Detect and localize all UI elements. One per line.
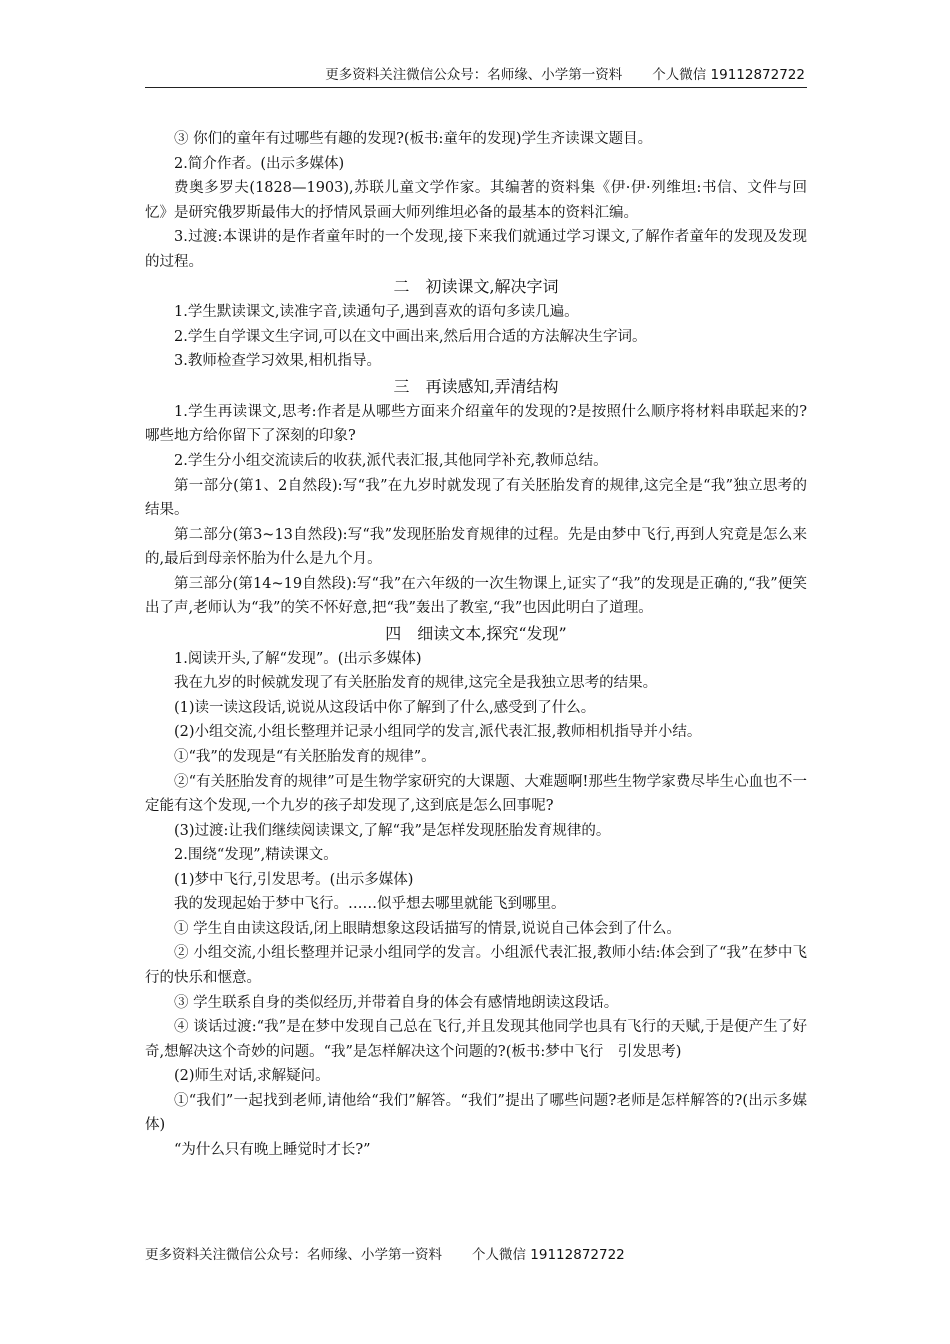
paragraph: ②“有关胚胎发育的规律”可是生物学家研究的大课题、大难题啊!那些生物学家费尽毕生心血也不一定能有这个发现,一个九岁的孩子却发现了,这到底是怎么回事呢? (145, 773, 807, 815)
header-wechat: 个人微信 19112872722 (652, 67, 805, 83)
paragraph: 1.学生再读课文,思考:作者是从哪些方面来介绍童年的发现的?是按照什么顺序将材料串联起来的?哪些地方给你留下了深刻的印象? (145, 403, 807, 445)
paragraph: (3)过渡:让我们继续阅读课文,了解“我”是怎样发现胚胎发育规律的。 (174, 822, 611, 839)
section-heading: 四 细读文本,探究“发现” (385, 623, 567, 643)
paragraph: 我在九岁的时候就发现了有关胚胎发育的规律,这完全是我独立思考的结果。 (174, 675, 658, 692)
paragraph: ① 学生自由读这段话,闭上眼睛想象这段话描写的情景,说说自己体会到了什么。 (174, 920, 681, 937)
paragraph: 第一部分(第1、2自然段):写“我”在九岁时就发现了有关胚胎发育的规律,这完全是“我”独立思考的结果。 (145, 477, 807, 519)
paragraph: 2.简介作者。(出示多媒体) (174, 155, 345, 172)
paragraph: 第二部分(第3~13自然段):写“我”发现胚胎发育规律的过程。先是由梦中飞行,再到人究竟是怎么来的,最后到母亲怀胎为什么是九个月。 (145, 526, 807, 568)
paragraph: ③ 学生联系自身的类似经历,并带着自身的体会有感情地朗读这段话。 (174, 994, 619, 1011)
paragraph: 2.学生自学课文生字词,可以在文中画出来,然后用合适的方法解决生字词。 (174, 328, 647, 345)
paragraph: 我的发现起始于梦中飞行。……似乎想去哪里就能飞到哪里。 (174, 896, 566, 913)
footer-public-account: 更多资料关注微信公众号：名师缘、小学第一资料 (145, 1247, 442, 1263)
header-rule (145, 87, 807, 88)
paragraph: ①“我”的发现是“有关胚胎发育的规律”。 (174, 749, 436, 766)
section-heading: 二 初读课文,解决字词 (393, 277, 559, 297)
body-text (145, 127, 807, 1162)
paragraph: ④ 谈话过渡:“我”是在梦中发现自己总在飞行,并且发现其他同学也具有飞行的天赋,于是便产生了好奇,想解决这个奇妙的问题。“我”是怎样解决这个问题的?(板书:梦中飞行 引发思考) (145, 1019, 807, 1060)
paragraph: 2.学生分小组交流读后的收获,派代表汇报,其他同学补充,教师总结。 (174, 453, 608, 470)
paragraph: ③ 你们的童年有过哪些有趣的发现?(板书:童年的发现)学生齐读课文题目。 (174, 131, 653, 147)
paragraph: ①“我们”一起找到老师,请他给“我们”解答。“我们”提出了哪些问题?老师是怎样解答的?(出示多媒体) (145, 1092, 807, 1134)
paragraph: (2)小组交流,小组长整理并记录小组同学的发言,派代表汇报,教师相机指导并小结。 (174, 724, 702, 741)
page-header (145, 66, 805, 84)
footer-wechat: 个人微信 19112872722 (472, 1247, 625, 1263)
paragraph: 3.过渡:本课讲的是作者童年时的一个发现,接下来我们就通过学习课文,了解作者童年的发现及发现的过程。 (145, 229, 807, 270)
paragraph: 第三部分(第14~19自然段):写“我”在六年级的一次生物课上,证实了“我”的发现是正确的,“我”便笑出了声,老师认为“我”的笑不怀好意,把“我”轰出了教室,“我”也因此明白了道理。 (145, 575, 807, 617)
paragraph: “为什么只有晚上睡觉时才长?” (174, 1141, 371, 1158)
paragraph: 1.阅读开头,了解“发现”。(出示多媒体) (174, 650, 422, 667)
paragraph: 1.学生默读课文,读准字音,读通句子,遇到喜欢的语句多读几遍。 (174, 304, 579, 321)
paragraph: (2)师生对话,求解疑问。 (174, 1068, 330, 1085)
header-public-account: 更多资料关注微信公众号：名师缘、小学第一资料 (325, 67, 623, 83)
paragraph: 费奥多罗夫(1828—1903),苏联儿童文学作家。其编著的资料集《伊·伊·列维坦:书信、文件与回忆》是研究俄罗斯最伟大的抒情风景画大师列维坦必备的最基本的资料汇编。 (145, 180, 807, 221)
page-footer (145, 1246, 625, 1264)
paragraph: 2.围绕“发现”,精读课文。 (174, 847, 338, 864)
paragraph: 3.教师检查学习效果,相机指导。 (174, 353, 381, 370)
paragraph: (1)读一读这段话,说说从这段话中你了解到了什么,感受到了什么。 (174, 699, 596, 716)
paragraph: (1)梦中飞行,引发思考。(出示多媒体) (174, 871, 414, 888)
paragraph: ② 小组交流,小组长整理并记录小组同学的发言。小组派代表汇报,教师小结:体会到了“我”在梦中飞行的快乐和惬意。 (145, 945, 807, 986)
section-heading: 三 再读感知,弄清结构 (393, 376, 559, 396)
